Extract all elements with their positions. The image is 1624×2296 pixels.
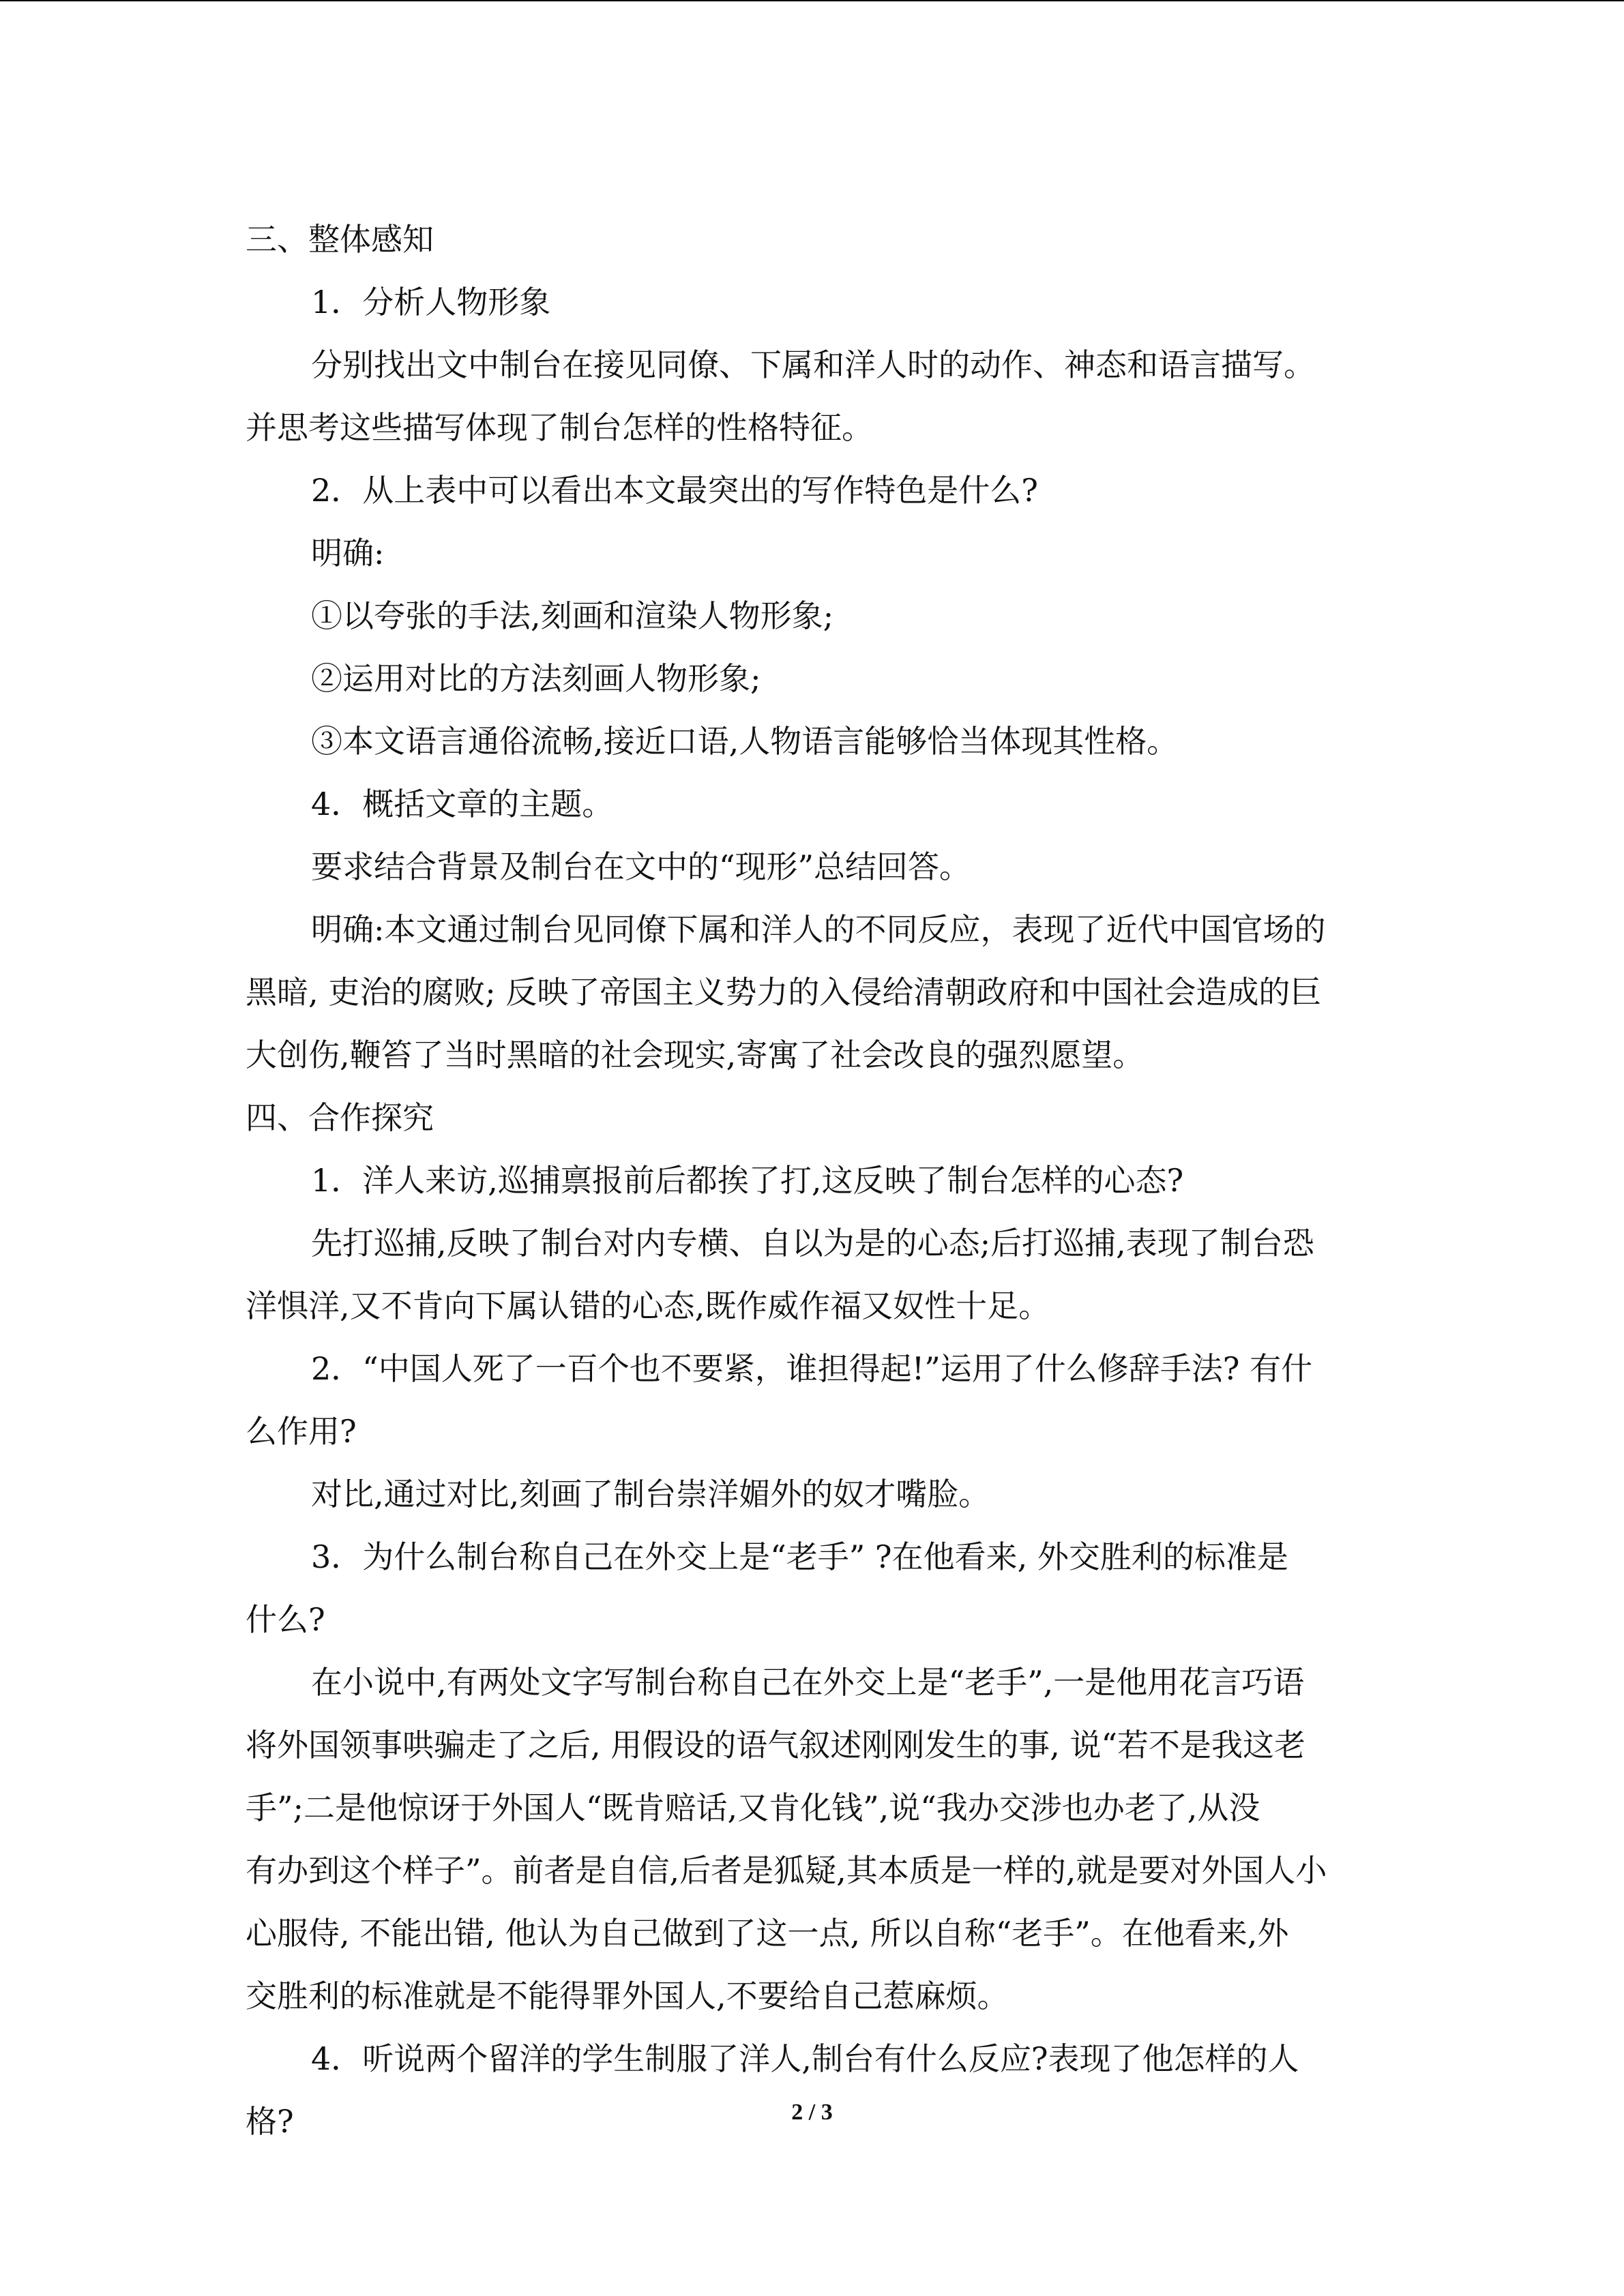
question-heading: 4．听说两个留洋的学生制服了洋人,制台有什么反应?表现了他怎样的人: [311, 2040, 1299, 2077]
paragraph-line: 格?: [246, 2103, 294, 2140]
question-heading: 2．从上表中可以看出本文最突出的写作特色是什么?: [311, 472, 1038, 509]
paragraph-line: 洋惧洋,又不肯向下属认错的心态,既作威作福又奴性十足。: [246, 1287, 1050, 1324]
paragraph-line: 并思考这些描写体现了制台怎样的性格特征。: [246, 409, 873, 446]
paragraph-line: 什么?: [246, 1601, 325, 1638]
paragraph-line: 手”;二是他惊讶于外国人“既肯赔话,又肯化钱”,说“我办交涉也办老了,从没: [246, 1789, 1260, 1826]
question-heading: 1．洋人来访,巡捕禀报前后都挨了打,这反映了制台怎样的心态?: [311, 1162, 1184, 1199]
paragraph-line: 分别找出文中制台在接见同僚、下属和洋人时的动作、神态和语言描写。: [311, 346, 1315, 383]
document-body: [246, 208, 1381, 2153]
paragraph-line: 将外国领事哄骗走了之后, 用假设的语气叙述刚刚发生的事, 说“若不是我这老: [246, 1727, 1306, 1763]
question-heading: 2．“中国人死了一百个也不要紧，谁担得起!”运用了什么修辞手法? 有什: [311, 1350, 1313, 1387]
question-heading: 1．分析人物形象: [311, 284, 551, 320]
question-heading: 3．为什么制台称自己在外交上是“老手” ?在他看来, 外交胜利的标准是: [311, 1538, 1288, 1575]
paragraph-line: 么作用?: [246, 1413, 357, 1450]
list-item: ③本文语言通俗流畅,接近口语,人物语言能够恰当体现其性格。: [311, 723, 1179, 760]
paragraph-line: 心服侍, 不能出错, 他认为自己做到了这一点, 所以自称“老手”。在他看来,外: [246, 1915, 1289, 1952]
section-heading-overall-perception: 三、整体感知: [246, 221, 434, 258]
paragraph-line: 黑暗, 吏治的腐败; 反映了帝国主义势力的入侵给清朝政府和中国社会造成的巨: [246, 974, 1322, 1011]
list-item: ①以夸张的手法,刻画和渲染人物形象;: [311, 597, 834, 634]
top-border-line: [0, 0, 1624, 1]
paragraph-line: 要求结合背景及制台在文中的“现形”总结回答。: [311, 848, 971, 885]
page-number: 2 / 3: [791, 2100, 833, 2125]
question-heading: 4．概括文章的主题。: [311, 786, 614, 822]
paragraph-line: 在小说中,有两处文字写制台称自己在外交上是“老手”,一是他用花言巧语: [311, 1664, 1305, 1701]
paragraph-line: 明确:: [311, 535, 385, 571]
paragraph-line: 大创伤,鞭笞了当时黑暗的社会现实,寄寓了社会改良的强烈愿望。: [246, 1037, 1145, 1073]
list-item: ②运用对比的方法刻画人物形象;: [311, 660, 761, 697]
paragraph-line: 交胜利的标准就是不能得罪外国人,不要给自己惹麻烦。: [246, 1978, 1009, 2014]
paragraph-line: 对比,通过对比,刻画了制台崇洋媚外的奴才嘴脸。: [311, 1476, 990, 1512]
paragraph-line: 有办到这个样子”。前者是自信,后者是狐疑,其本质是一样的,就是要对外国人小: [246, 1852, 1327, 1889]
paragraph-line: 明确:本文通过制台见同僚下属和洋人的不同反应，表现了近代中国官场的: [311, 911, 1326, 948]
paragraph-line: 先打巡捕,反映了制台对内专横、自以为是的心态;后打巡捕,表现了制台恐: [311, 1225, 1314, 1262]
section-heading-cooperative-inquiry: 四、合作探究: [246, 1099, 434, 1136]
